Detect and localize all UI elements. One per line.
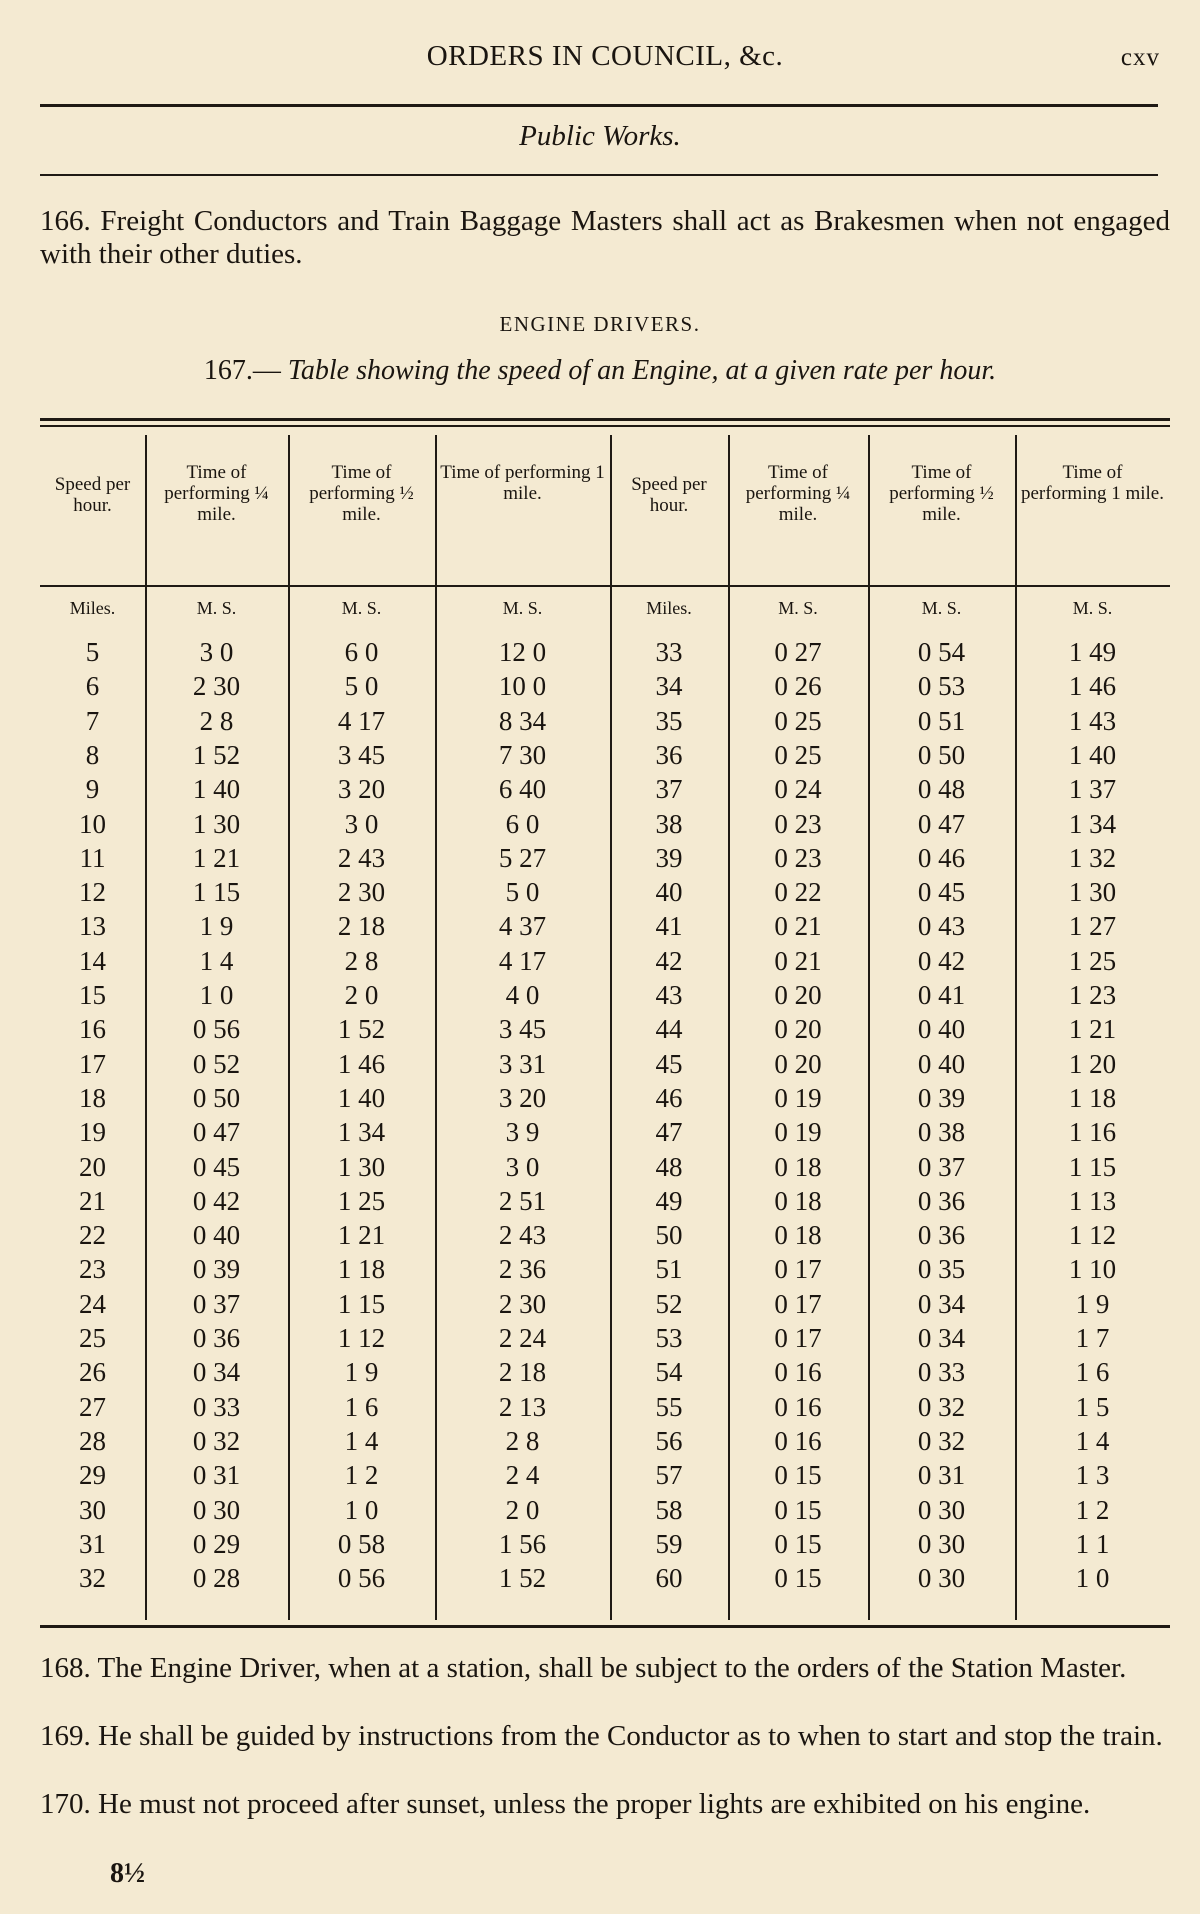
table-cell: 0 54 xyxy=(917,637,966,667)
paragraph-168: 168. The Engine Driver, when at a station, shall be subject to the orders of the Station Master. xyxy=(40,1652,1127,1684)
table-cell: 1 18 xyxy=(1068,1082,1117,1113)
table-cell: 1 0 xyxy=(344,1494,379,1525)
table-cell: 30 xyxy=(79,1494,106,1525)
table-cell: 44 xyxy=(655,1014,683,1045)
column-rule xyxy=(868,435,870,1620)
table-cell: 28 xyxy=(79,1425,106,1456)
table-cell: 20 xyxy=(79,1151,106,1182)
unit-label: M. S. xyxy=(196,598,237,618)
table-cell: 2 13 xyxy=(498,1391,547,1422)
table-cell: 1 2 xyxy=(344,1460,379,1491)
table-cell: 0 30 xyxy=(917,1494,966,1525)
table-cell: 8 xyxy=(85,739,100,770)
top-rule xyxy=(40,104,1158,107)
table-cell: 31 xyxy=(79,1528,106,1559)
table-cell: 3 0 xyxy=(199,637,234,667)
table-cell: 1 34 xyxy=(1068,808,1117,839)
table-cell: 1 49 xyxy=(1068,637,1117,667)
table-cell: 24 xyxy=(79,1288,106,1319)
table-cell: 56 xyxy=(655,1425,683,1456)
table-cell: 18 xyxy=(79,1082,106,1113)
table-cell: 0 15 xyxy=(774,1460,822,1491)
table-cell: 0 28 xyxy=(192,1563,241,1594)
table-cell: 0 39 xyxy=(917,1082,966,1113)
table-cell: 4 0 xyxy=(505,980,540,1010)
table-cell: 1 4 xyxy=(344,1425,379,1456)
table-cell: 3 0 xyxy=(505,1151,540,1182)
table-cell: 4 17 xyxy=(337,705,386,736)
table-cell: 0 23 xyxy=(774,808,822,839)
table-cell: 1 52 xyxy=(192,739,241,770)
table-cell: 33 xyxy=(655,637,683,667)
table-cell: 10 xyxy=(79,808,106,839)
table-cell: 0 19 xyxy=(774,1117,822,1148)
table-cell: 1 21 xyxy=(337,1220,386,1251)
table-cell: 1 32 xyxy=(1068,842,1117,873)
table-cell: 12 xyxy=(79,877,106,908)
table-cell: 0 50 xyxy=(192,1082,241,1113)
table-cell: 1 1 xyxy=(1075,1528,1110,1559)
section-rule xyxy=(40,174,1158,176)
table-cell: 2 18 xyxy=(337,911,386,942)
header-rule xyxy=(40,585,1170,587)
table-cell: 2 0 xyxy=(344,980,379,1010)
table-cell: 1 56 xyxy=(498,1528,547,1559)
table-cell: 0 58 xyxy=(337,1528,386,1559)
section-title: Public Works. xyxy=(519,120,681,152)
paragraph-170: 170. He must not proceed after sunset, unless the proper lights are exhibited on his engine. xyxy=(40,1788,1091,1820)
unit-label: M. S. xyxy=(1072,598,1113,618)
table-cell: 0 34 xyxy=(192,1357,241,1388)
table-cell: 3 31 xyxy=(498,1048,547,1079)
table-cell: 0 31 xyxy=(917,1460,966,1491)
paragraph-166: 166. Freight Conductors and Train Baggage Masters shall act as Brakesmen when not engaged with their other duties. xyxy=(40,205,1170,270)
table-cell: 14 xyxy=(79,945,106,976)
table-cell: 0 39 xyxy=(192,1254,241,1285)
table-cell: 1 15 xyxy=(1068,1151,1117,1182)
column-rule xyxy=(288,435,290,1620)
table-cell: 1 37 xyxy=(1068,774,1117,805)
table-cell: 1 16 xyxy=(1068,1117,1117,1148)
table-cell: 0 18 xyxy=(774,1185,822,1216)
table-cell: 1 18 xyxy=(337,1254,386,1285)
table-cell: 0 25 xyxy=(774,705,822,736)
table-cell: 0 37 xyxy=(917,1151,966,1182)
table-cell: 4 17 xyxy=(498,945,547,976)
table-cell: 2 30 xyxy=(498,1288,547,1319)
table-cell: 29 xyxy=(79,1460,106,1491)
table-cell: 0 19 xyxy=(774,1082,822,1113)
table-cell: 45 xyxy=(655,1048,683,1079)
table-cell: 0 35 xyxy=(917,1254,966,1285)
table-cell: 1 40 xyxy=(192,774,241,805)
table-cell: 1 46 xyxy=(337,1048,386,1079)
table-cell: 0 20 xyxy=(774,1014,822,1045)
table-cell: 1 23 xyxy=(1068,980,1117,1010)
table-cell: 0 48 xyxy=(917,774,966,805)
table-cell: 59 xyxy=(655,1528,683,1559)
table-cell: 0 32 xyxy=(917,1425,966,1456)
table-cell: 3 9 xyxy=(505,1117,540,1148)
table-cell: 2 43 xyxy=(498,1220,547,1251)
table-cell: 1 52 xyxy=(337,1014,386,1045)
table-cell: 0 51 xyxy=(917,705,966,736)
table-cell: 9 xyxy=(85,774,100,805)
table-cell: 0 20 xyxy=(774,1048,822,1079)
unit-label: M. S. xyxy=(921,598,962,618)
subheading-engine-drivers: ENGINE DRIVERS. xyxy=(499,312,701,336)
table-cell: 0 40 xyxy=(917,1014,966,1045)
table-cell: 0 40 xyxy=(192,1220,241,1251)
table-cell: 1 9 xyxy=(1075,1288,1110,1319)
table-cell: 1 20 xyxy=(1068,1048,1117,1079)
table-cell: 2 51 xyxy=(498,1185,547,1216)
table-cell: 53 xyxy=(655,1323,683,1353)
table-cell: 49 xyxy=(655,1185,683,1216)
table-cell: 1 12 xyxy=(337,1323,386,1353)
table-cell: 6 xyxy=(85,671,100,702)
column-header: Time of performing ¼ mile. xyxy=(745,462,851,525)
table-cell: 2 0 xyxy=(505,1494,540,1525)
table-cell: 3 20 xyxy=(337,774,386,805)
table-cell: 0 36 xyxy=(917,1185,966,1216)
table-cell: 1 27 xyxy=(1068,911,1117,942)
table-cell: 6 0 xyxy=(344,637,379,667)
table-bottom-rule xyxy=(40,1625,1170,1628)
table-cell: 1 9 xyxy=(199,911,234,942)
table-cell: 2 8 xyxy=(505,1425,540,1456)
table-cell: 60 xyxy=(655,1563,683,1594)
table-cell: 0 23 xyxy=(774,842,822,873)
column-header: Time of performing 1 mile. xyxy=(440,462,605,504)
table-cell: 1 30 xyxy=(192,808,241,839)
unit-label: M. S. xyxy=(778,598,818,618)
table-cell: 5 0 xyxy=(505,877,540,908)
table-cell: 3 45 xyxy=(498,1014,547,1045)
unit-label: M. S. xyxy=(502,598,543,618)
table-cell: 4 37 xyxy=(498,911,547,942)
column-header: Speed per hour. xyxy=(54,474,131,516)
table-top-rule-inner xyxy=(40,425,1170,427)
table-cell: 0 32 xyxy=(917,1391,966,1422)
unit-label: Miles. xyxy=(69,598,116,618)
table-cell: 1 15 xyxy=(192,877,241,908)
table-cell: 0 33 xyxy=(917,1357,966,1388)
table-cell: 10 0 xyxy=(498,671,547,702)
table-cell: 1 21 xyxy=(1068,1014,1117,1045)
table-cell: 0 16 xyxy=(774,1425,822,1456)
table-cell: 0 52 xyxy=(192,1048,241,1079)
table-cell: 1 4 xyxy=(1075,1425,1110,1456)
table-cell: 0 33 xyxy=(192,1391,241,1422)
table-cell: 0 18 xyxy=(774,1220,822,1251)
table-cell: 0 17 xyxy=(774,1323,822,1353)
table-cell: 0 31 xyxy=(192,1460,241,1491)
table-cell: 1 52 xyxy=(498,1563,547,1594)
table-cell: 57 xyxy=(655,1460,683,1491)
table-cell: 0 42 xyxy=(192,1185,241,1216)
page-number: cxv xyxy=(1120,44,1160,71)
table-cell: 0 26 xyxy=(774,671,822,702)
table-cell: 0 43 xyxy=(917,911,966,942)
table-cell: 41 xyxy=(655,911,683,942)
column-rule xyxy=(145,435,147,1620)
running-head xyxy=(40,40,1170,80)
table-cell: 26 xyxy=(79,1357,106,1388)
table-cell: 7 30 xyxy=(498,739,547,770)
table-cell: 0 29 xyxy=(192,1528,241,1559)
column-rule xyxy=(1015,435,1017,1620)
table-cell: 2 43 xyxy=(337,842,386,873)
table-cell: 55 xyxy=(655,1391,683,1422)
table-cell: 2 8 xyxy=(199,705,234,736)
table-cell: 0 38 xyxy=(917,1117,966,1148)
table-cell: 0 41 xyxy=(917,980,966,1010)
table-cell: 0 17 xyxy=(774,1254,822,1285)
caption-number: 167.— xyxy=(203,355,281,386)
table-cell: 0 15 xyxy=(774,1563,822,1594)
table-cell: 48 xyxy=(655,1151,683,1182)
table-cell: 1 12 xyxy=(1068,1220,1117,1251)
table-cell: 0 45 xyxy=(917,877,966,908)
table-caption xyxy=(0,355,1200,387)
table-cell: 0 47 xyxy=(917,808,966,839)
table-cell: 38 xyxy=(655,808,683,839)
table-cell: 1 6 xyxy=(1075,1357,1110,1388)
table-cell: 1 10 xyxy=(1068,1254,1117,1285)
table-cell: 0 30 xyxy=(917,1528,966,1559)
table-cell: 25 xyxy=(79,1323,106,1353)
table-cell: 0 56 xyxy=(337,1563,386,1594)
table-cell: 1 25 xyxy=(337,1185,386,1216)
page-title: ORDERS IN COUNCIL, &c. xyxy=(426,40,784,72)
table-cell: 0 53 xyxy=(917,671,966,702)
table-cell: 34 xyxy=(655,671,683,702)
table-cell: 5 xyxy=(85,637,100,667)
paragraph-169: 169. He shall be guided by instructions from the Conductor as to when to start and stop the train. xyxy=(40,1720,1163,1752)
table-cell: 42 xyxy=(655,945,683,976)
table-cell: 5 27 xyxy=(498,842,547,873)
table-cell: 0 50 xyxy=(917,739,966,770)
table-cell: 5 0 xyxy=(344,671,379,702)
table-cell: 35 xyxy=(655,705,683,736)
table-cell: 7 xyxy=(85,705,100,736)
unit-label: Miles. xyxy=(646,598,692,618)
table-cell: 8 34 xyxy=(498,705,547,736)
column-header: Time of performing 1 mile. xyxy=(1021,462,1164,504)
column-header: Speed per hour. xyxy=(631,474,707,516)
table-cell: 32 xyxy=(79,1563,106,1594)
table-cell: 2 36 xyxy=(498,1254,547,1285)
table-cell: 0 21 xyxy=(774,911,822,942)
table-cell: 0 20 xyxy=(774,980,822,1010)
table-cell: 1 6 xyxy=(344,1391,379,1422)
table-cell: 0 34 xyxy=(917,1323,966,1353)
table-cell: 0 37 xyxy=(192,1288,241,1319)
table-cell: 21 xyxy=(79,1185,106,1216)
table-cell: 58 xyxy=(655,1494,683,1525)
column-header: Time of performing ½ mile. xyxy=(889,462,994,525)
table-cell: 15 xyxy=(79,980,106,1010)
table-cell: 43 xyxy=(655,980,683,1010)
table-cell: 0 46 xyxy=(917,842,966,873)
table-cell: 17 xyxy=(79,1048,106,1079)
table-cell: 12 0 xyxy=(498,637,547,667)
table-cell: 1 43 xyxy=(1068,705,1117,736)
table-cell: 2 30 xyxy=(337,877,386,908)
table-cell: 0 24 xyxy=(774,774,822,805)
table-cell: 1 30 xyxy=(1068,877,1117,908)
table-cell: 3 0 xyxy=(344,808,379,839)
table-cell: 52 xyxy=(655,1288,683,1319)
table-cell: 1 30 xyxy=(337,1151,386,1182)
table-cell: 1 4 xyxy=(199,945,234,976)
table-cell: 0 36 xyxy=(917,1220,966,1251)
caption-text: Table showing the speed of an Engine, at a given rate per hour. xyxy=(287,355,997,386)
table-cell: 2 30 xyxy=(192,671,241,702)
table-cell: 50 xyxy=(655,1220,683,1251)
table-cell: 47 xyxy=(655,1117,683,1148)
table-cell: 0 34 xyxy=(917,1288,966,1319)
table-cell: 46 xyxy=(655,1082,683,1113)
table-cell: 0 36 xyxy=(192,1323,241,1353)
column-rule xyxy=(610,435,612,1620)
table-cell: 0 15 xyxy=(774,1528,822,1559)
table-cell: 2 18 xyxy=(498,1357,547,1388)
table-cell: 39 xyxy=(655,842,683,873)
table-cell: 37 xyxy=(655,774,683,805)
column-rule xyxy=(435,435,437,1620)
table-cell: 0 32 xyxy=(192,1425,241,1456)
table-cell: 2 24 xyxy=(498,1323,547,1353)
unit-label: M. S. xyxy=(341,598,382,618)
table-cell: 51 xyxy=(655,1254,683,1285)
column-rule xyxy=(728,435,730,1620)
table-cell: 0 30 xyxy=(192,1494,241,1525)
table-cell: 0 45 xyxy=(192,1151,241,1182)
table-cell: 36 xyxy=(655,739,683,770)
table-cell: 1 40 xyxy=(1068,739,1117,770)
table-cell: 0 25 xyxy=(774,739,822,770)
table-cell: 1 3 xyxy=(1075,1460,1110,1491)
table-cell: 54 xyxy=(655,1357,683,1388)
table-cell: 0 22 xyxy=(774,877,822,908)
column-header: Time of performing ½ mile. xyxy=(309,462,414,525)
table-cell: 0 21 xyxy=(774,945,822,976)
table-cell: 19 xyxy=(79,1117,106,1148)
table-cell: 0 42 xyxy=(917,945,966,976)
table-cell: 0 56 xyxy=(192,1014,241,1045)
table-cell: 6 40 xyxy=(498,774,547,805)
table-cell: 3 20 xyxy=(498,1082,547,1113)
table-cell: 0 40 xyxy=(917,1048,966,1079)
table-cell: 3 45 xyxy=(337,739,386,770)
table-cell: 11 xyxy=(79,842,106,873)
table-cell: 1 25 xyxy=(1068,945,1117,976)
table-cell: 27 xyxy=(79,1391,106,1422)
column-header: Time of performing ¼ mile. xyxy=(164,462,269,525)
table-cell: 1 46 xyxy=(1068,671,1117,702)
table-cell: 1 5 xyxy=(1075,1391,1110,1422)
table-cell: 1 7 xyxy=(1075,1323,1110,1353)
table-cell: 2 8 xyxy=(344,945,379,976)
table-cell: 1 21 xyxy=(192,842,241,873)
table-cell: 23 xyxy=(79,1254,106,1285)
table-cell: 0 16 xyxy=(774,1357,822,1388)
table-cell: 1 15 xyxy=(337,1288,386,1319)
table-cell: 16 xyxy=(79,1014,106,1045)
table-cell: 1 0 xyxy=(199,980,234,1010)
table-cell: 0 47 xyxy=(192,1117,241,1148)
table-cell: 40 xyxy=(655,877,683,908)
table-cell: 6 0 xyxy=(505,808,540,839)
table-cell: 0 18 xyxy=(774,1151,822,1182)
table-cell: 0 15 xyxy=(774,1494,822,1525)
table-top-rule xyxy=(40,418,1170,421)
table-cell: 1 2 xyxy=(1075,1494,1110,1525)
table-cell: 13 xyxy=(79,911,106,942)
printer-signature: 8½ xyxy=(110,1858,145,1889)
table-cell: 0 30 xyxy=(917,1563,966,1594)
table-cell: 22 xyxy=(79,1220,106,1251)
table-cell: 1 34 xyxy=(337,1117,386,1148)
table-cell: 0 16 xyxy=(774,1391,822,1422)
table-cell: 1 0 xyxy=(1075,1563,1110,1594)
table-cell: 2 4 xyxy=(505,1460,540,1491)
table-cell: 1 9 xyxy=(344,1357,379,1388)
table-cell: 1 13 xyxy=(1068,1185,1117,1216)
table-cell: 0 17 xyxy=(774,1288,822,1319)
table-cell: 0 27 xyxy=(774,637,822,667)
table-cell: 1 40 xyxy=(337,1082,386,1113)
